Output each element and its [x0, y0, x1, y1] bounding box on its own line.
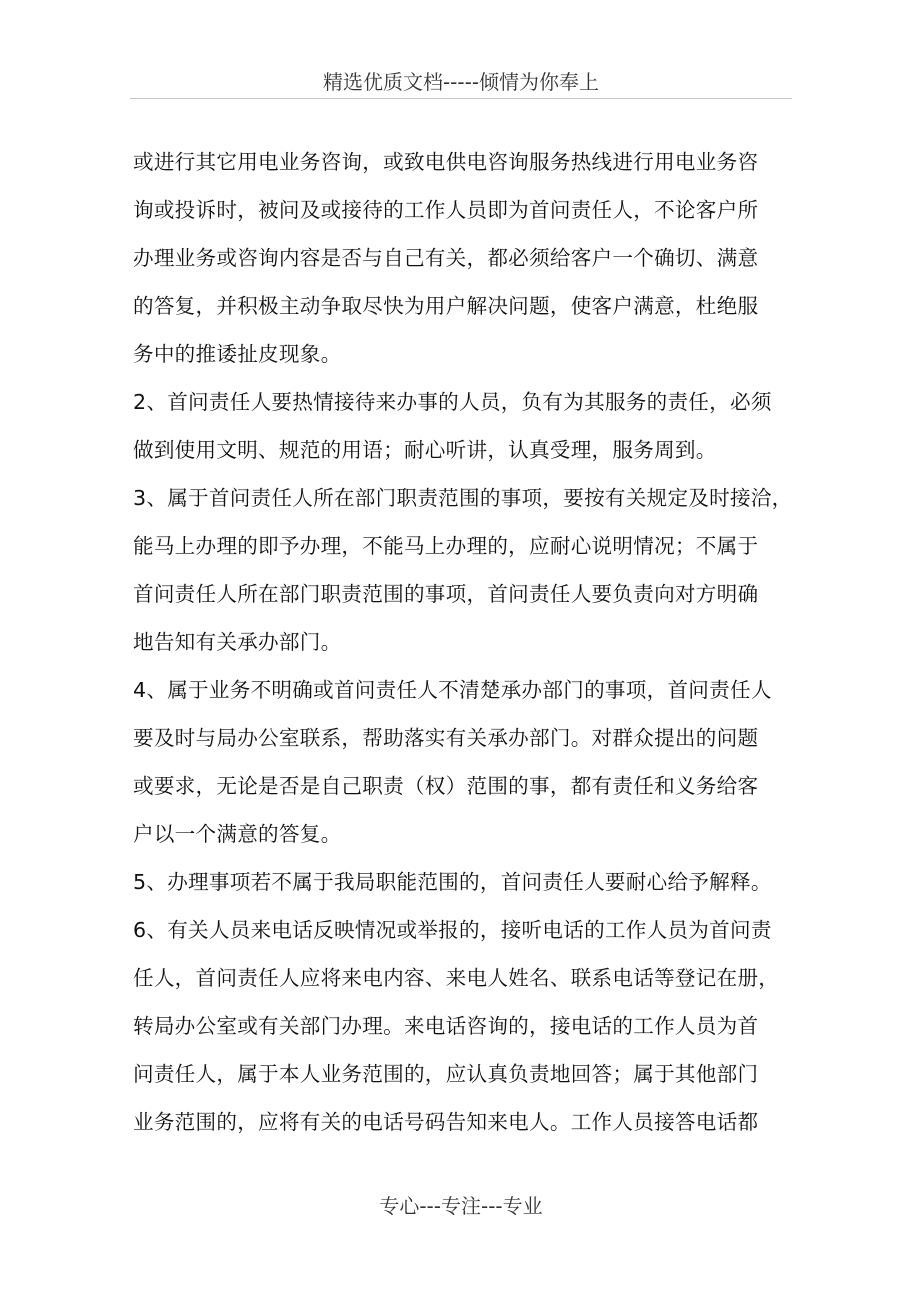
text-line: 或进行其它用电业务咨询，或致电供电咨询服务热线进行用电业务咨 [133, 150, 759, 174]
paragraph-item-2 [133, 378, 795, 474]
text-line: 的答复，并积极主动争取尽快为用户解决问题，使客户满意，杜绝服 [133, 294, 759, 318]
text-line: 做到使用文明、规范的用语；耐心听讲，认真受理，服务周到。 [133, 438, 717, 462]
paragraph-item-3 [133, 474, 795, 666]
text-line: 问责任人，属于本人业务范围的，应认真负责地回答；属于其他部门 [133, 1062, 759, 1086]
text-line: 能马上办理的即予办理，不能马上办理的，应耐心说明情况；不属于 [133, 534, 759, 558]
text-line: 首问责任人所在部门职责范围的事项，首问责任人要负责向对方明确 [133, 582, 759, 606]
paragraph-item-4 [133, 666, 795, 858]
text-line: 转局办公室或有关部门办理。来电话咨询的，接电话的工作人员为首 [133, 1014, 759, 1038]
text-line: 2、首问责任人要热情接待来办事的人员，负有为其服务的责任，必须 [133, 390, 772, 414]
text-line: 或要求，无论是否是自己职责（权）范围的事，都有责任和义务给客 [133, 774, 759, 798]
page-footer: 专心---专注---专业 [379, 1194, 543, 1218]
text-line: 要及时与局办公室联系，帮助落实有关承办部门。对群众提出的问题 [133, 726, 759, 750]
page-header: 精选优质文档-----倾情为你奉上 [130, 68, 792, 99]
text-line: 3、属于首问责任人所在部门职责范围的事项，要按有关规定及时接洽， [133, 486, 793, 510]
text-line: 业务范围的，应将有关的电话号码告知来电人。工作人员接答电话都 [133, 1110, 759, 1134]
text-line: 任人，首问责任人应将来电内容、来电人姓名、联系电话等登记在册， [133, 966, 780, 990]
text-line: 务中的推诿扯皮现象。 [133, 342, 342, 366]
document-body [133, 138, 795, 1146]
paragraph-item-5 [133, 858, 795, 906]
paragraph-continuation [133, 138, 795, 378]
text-line: 询或投诉时，被问及或接待的工作人员即为首问责任人，不论客户所 [133, 198, 759, 222]
text-line: 4、属于业务不明确或首问责任人不清楚承办部门的事项，首问责任人 [133, 678, 772, 702]
text-line: 户以一个满意的答复。 [133, 822, 342, 846]
text-line: 5、办理事项若不属于我局职能范围的，首问责任人要耐心给予解释。 [133, 870, 772, 894]
paragraph-item-6 [133, 906, 795, 1146]
text-line: 办理业务或咨询内容是否与自己有关，都必须给客户一个确切、满意 [133, 246, 759, 270]
text-line: 地告知有关承办部门。 [133, 630, 342, 654]
text-line: 6、有关人员来电话反映情况或举报的，接听电话的工作人员为首问责 [133, 918, 772, 942]
